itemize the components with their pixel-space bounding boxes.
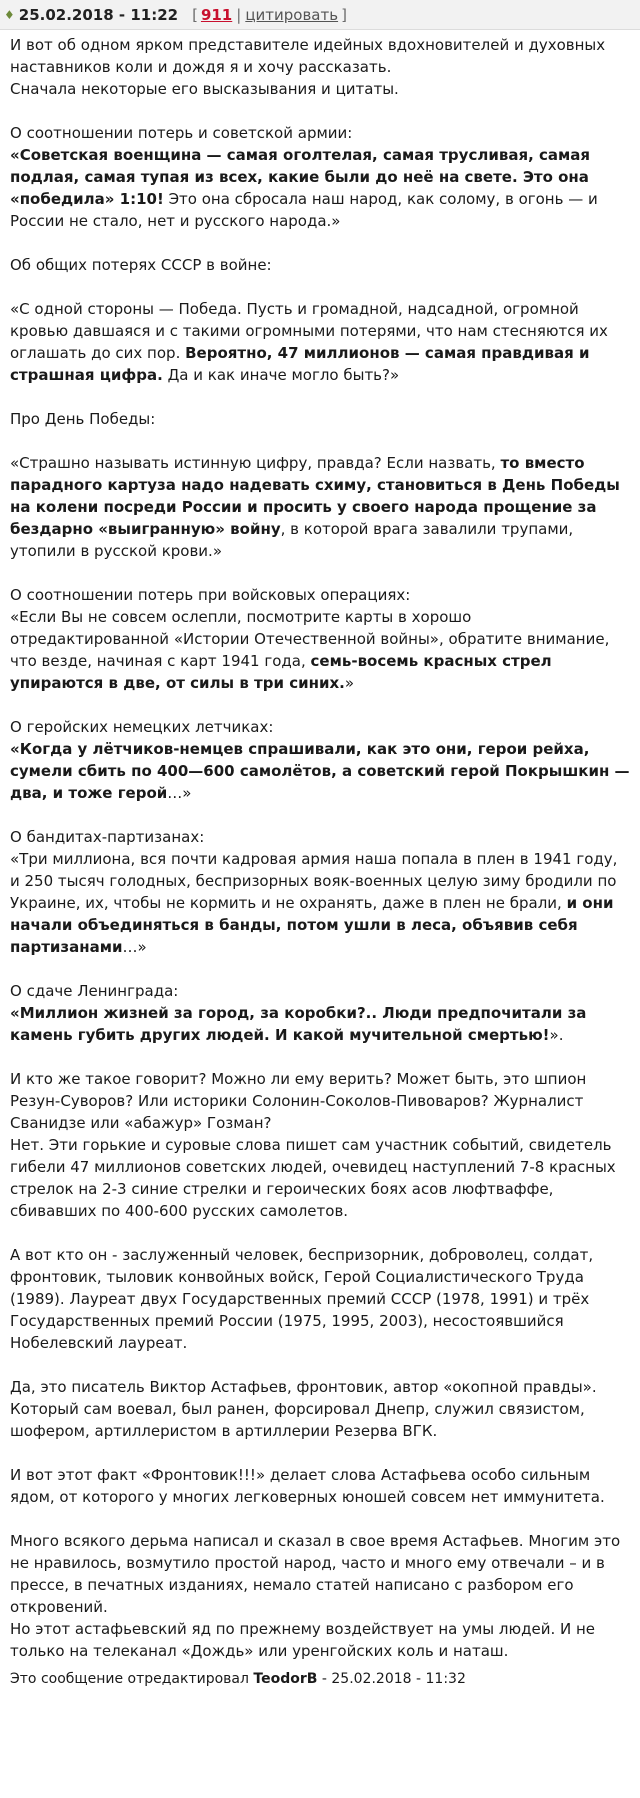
section-title: О бандитах-партизанах: [10, 828, 205, 846]
quote-text: «С одной стороны — Победа. Пусть и громадной, надсадной, огромной кровью давшаяся и с такими огромными потерями, что нам стесняются их оглашать до сих пор. [10, 300, 608, 362]
quote-text: ». [549, 1026, 564, 1044]
section-title: О геройских немецких летчиках: [10, 718, 274, 736]
body-paragraph: Нет. Эти горькие и суровые слова пишет сам участник событий, свидетель гибели 47 миллионов советских людей, очевидец наступлений 7-8 красных стрелок на 2-3 синие стрелки и героических боях асов люфтваффе, сбивавших по 400-600 русских самолетов. [10, 1136, 616, 1220]
quote-paragraph [10, 606, 630, 694]
quote-bold: «Когда у лётчиков-немцев спрашивали, как это они, герои рейха, сумели сбить по 400—600 самолётов, а советский герой Покрышкин — два, и тоже герой [10, 740, 630, 802]
quote-paragraph [10, 452, 630, 562]
section-title: Об общих потерях СССР в войне: [10, 256, 272, 274]
quote-paragraph [10, 738, 630, 804]
edit-note-prefix: Это сообщение отредактировал [10, 1671, 254, 1687]
edit-author: TeodorB [253, 1671, 318, 1687]
header-separator: | [236, 5, 242, 24]
post-header [0, 0, 640, 30]
post-datetime: 25.02.2018 - 11:22 [18, 5, 179, 24]
quote-text: , в которой врага завалили трупами, утопили в русской крови.» [10, 520, 574, 560]
quote-text: …» [122, 938, 147, 956]
quote-text: «Три миллиона, вся почти кадровая армия наша попала в плен в 1941 году, и 250 тысяч голодных, беспризорных вояк-военных целую зиму бродили по Украине, их, чтобы не кормить и не охранять, даже в плен не брали, [10, 850, 618, 912]
post-body [0, 30, 640, 1662]
quote-paragraph [10, 1002, 630, 1046]
bracket-close: ] [341, 5, 347, 24]
edit-note-suffix: - 25.02.2018 - 11:32 [317, 1671, 466, 1687]
quote-bold: Вероятно, 47 миллионов — самая правдивая и страшная цифра. [10, 344, 590, 384]
quote-text: «Страшно называть истинную цифру, правда? Если назвать, [10, 454, 501, 472]
body-paragraph: Да, это писатель Виктор Астафьев, фронтовик, автор «окопной правды». Который сам воевал, был ранен, форсировал Днепр, служил связистом, шофером, артиллеристом в артиллерии Резерва ВГК. [10, 1378, 597, 1440]
body-paragraph: И кто же такое говорит? Можно ли ему верить? Может быть, это шпион Резун-Суворов? Или историки Солонин-Соколов-Пивоваров? Журналист Сванидзе или «абажур» Гозман? [10, 1070, 587, 1132]
section-title: О соотношении потерь при войсковых операциях: [10, 586, 411, 604]
section-title: О соотношении потерь и советской армии: [10, 124, 353, 142]
section-title: Про День Победы: [10, 410, 156, 428]
quote-bold: то вместо парадного картуза надо надевать схиму, становиться в День Победы на колени посреди России и просить у своего народа прощение за бездарно «выигранную» войну [10, 454, 620, 538]
quote-text: …» [167, 784, 192, 802]
quote-text: «Если Вы не совсем ослепли, посмотрите карты в хорошо отредактированной «Истории Отечественной войны», обратите внимание, что везде, начиная с карт 1941 года, [10, 608, 610, 670]
section-title: О сдаче Ленинграда: [10, 982, 179, 1000]
quote-bold: «Советская военщина — самая оголтелая, самая трусливая, самая подлая, самая тупая из всех, какие были до неё на свете. Это она «победила» 1:10! [10, 146, 591, 208]
quote-bold: «Миллион жизней за город, за коробки?.. Люди предпочитали за камень губить других людей. И какой мучительной смертью! [10, 1004, 587, 1044]
quote-paragraph [10, 298, 630, 386]
quote-paragraph [10, 144, 630, 232]
quote-bold: семь-восемь красных стрел упираются в две, от силы в три синих. [10, 652, 552, 692]
post-number-link[interactable]: 911 [200, 5, 233, 24]
body-paragraph: Много всякого дерьма написал и сказал в свое время Астафьев. Многим это не нравилось, возмутило простой народ, часто и много ему отвечали – и в прессе, в печатных изданиях, немало статей написано с разбором его откровений. [10, 1532, 621, 1616]
quote-paragraph [10, 848, 630, 958]
quote-text: Да и как иначе могло быть?» [162, 366, 400, 384]
quote-text: Это она сбросала наш народ, как солому, в огонь — и России не стало, нет и русского народа.» [10, 190, 598, 230]
post-anchor-icon[interactable]: ♦ [4, 7, 15, 22]
edit-note [0, 1662, 640, 1690]
intro-paragraph-2: Сначала некоторые его высказывания и цитаты. [10, 80, 399, 98]
quote-button[interactable]: цитировать [245, 5, 339, 24]
body-paragraph: А вот кто он - заслуженный человек, беспризорник, доброволец, солдат, фронтовик, тыловик конвойных войск, Герой Социалистического Труда (1989). Лауреат двух Государственных премий СССР (1978, 1991) и трёх Государственных премий России (1975, 1995, 2003), несостоявшийся Нобелевский лауреат. [10, 1246, 594, 1352]
bracket-open: [ [192, 5, 198, 24]
body-paragraph: Но этот астафьевский яд по прежнему воздействует на умы людей. И не только на телеканал «Дождь» или уренгойских коль и наташ. [10, 1620, 596, 1660]
intro-paragraph: И вот об одном ярком представителе идейных вдохновителей и духовных наставников коли и дождя я и хочу рассказать. [10, 36, 606, 76]
quote-bold: и они начали объединяться в банды, потом ушли в леса, объявив себя партизанами [10, 894, 614, 956]
body-paragraph: И вот этот факт «Фронтовик!!!» делает слова Астафьева особо сильным ядом, от которого у многих легковерных юношей совсем нет иммунитета. [10, 1466, 605, 1506]
quote-text: » [344, 674, 355, 692]
